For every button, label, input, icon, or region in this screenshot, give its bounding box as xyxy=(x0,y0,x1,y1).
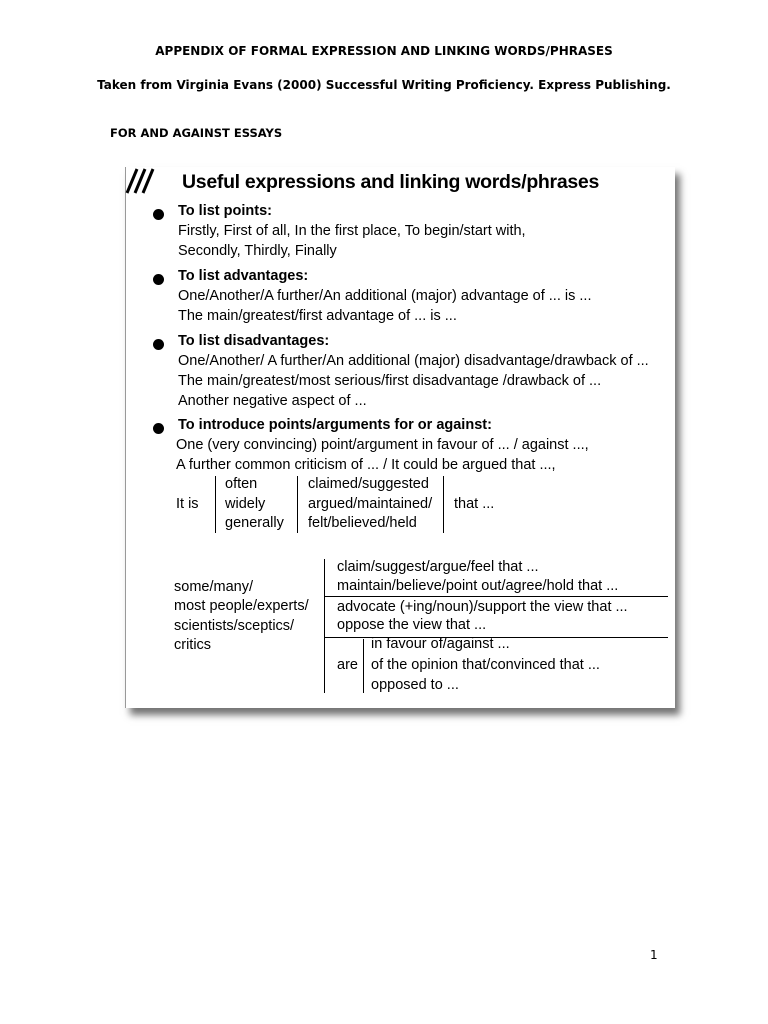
table1-it-is: It is xyxy=(176,496,199,512)
table-divider xyxy=(324,596,668,597)
section-heading: FOR AND AGAINST ESSAYS xyxy=(110,126,283,140)
table2-verb: oppose the view that ... xyxy=(337,617,487,633)
table1-verb: claimed/suggested xyxy=(308,476,429,492)
text-line: One (very convincing) point/argument in favour of ... / against ..., xyxy=(176,437,589,453)
table1-verb: felt/believed/held xyxy=(308,515,417,531)
table1-that: that ... xyxy=(454,496,495,512)
table1-verb: argued/maintained/ xyxy=(308,496,433,512)
table2-complement: opposed to ... xyxy=(371,677,459,693)
text-line: Secondly, Thirdly, Finally xyxy=(178,243,337,259)
table2-verb: maintain/believe/point out/agree/hold that ... xyxy=(337,578,619,594)
bullet-icon xyxy=(153,423,164,434)
table2-subject: critics xyxy=(174,637,212,653)
table2-complement: in favour of/against ... xyxy=(371,636,510,652)
table2-subject: scientists/sceptics/ xyxy=(174,618,295,634)
scanned-excerpt xyxy=(125,167,675,708)
document-title: APPENDIX OF FORMAL EXPRESSION AND LINKING WORDS/PHRASES xyxy=(155,44,613,58)
excerpt-title: Useful expressions and linking words/phrases xyxy=(182,171,600,193)
table2-are: are xyxy=(337,657,358,673)
heading-list-disadvantages: To list disadvantages: xyxy=(178,333,330,349)
heading-list-advantages: To list advantages: xyxy=(178,268,309,284)
table2-subject: some/many/ xyxy=(174,579,253,595)
page-number: 1 xyxy=(650,948,658,962)
table2-subject: most people/experts/ xyxy=(174,598,309,614)
text-line: A further common criticism of ... / It could be argued that ..., xyxy=(176,457,556,473)
table1-adverb: generally xyxy=(225,515,284,531)
bullet-icon xyxy=(153,209,164,220)
text-line: One/Another/ A further/An additional (major) disadvantage/drawback of ... xyxy=(178,353,649,369)
text-line: The main/greatest/first advantage of ... is ... xyxy=(178,308,457,324)
table-divider xyxy=(297,476,298,533)
table-divider xyxy=(443,476,444,533)
table1-adverb: often xyxy=(225,476,258,492)
table-divider xyxy=(363,639,364,693)
bullet-icon xyxy=(153,274,164,285)
table-divider xyxy=(215,476,216,533)
heading-introduce-points: To introduce points/arguments for or against: xyxy=(178,417,492,433)
table2-verb: claim/suggest/argue/feel that ... xyxy=(337,559,539,575)
bullet-icon xyxy=(153,339,164,350)
table2-complement: of the opinion that/convinced that ... xyxy=(371,657,600,673)
text-line: Another negative aspect of ... xyxy=(178,393,367,409)
table-divider xyxy=(324,559,325,693)
slash-marks-icon xyxy=(124,167,164,195)
heading-list-points: To list points: xyxy=(178,203,272,219)
table2-verb: advocate (+ing/noun)/support the view that ... xyxy=(337,599,628,615)
text-line: Firstly, First of all, In the first place, To begin/start with, xyxy=(178,223,526,239)
source-citation: Taken from Virginia Evans (2000) Successful Writing Proficiency. Express Publishing. xyxy=(97,78,671,92)
text-line: The main/greatest/most serious/first disadvantage /drawback of ... xyxy=(178,373,602,389)
text-line: One/Another/A further/An additional (major) advantage of ... is ... xyxy=(178,288,592,304)
table1-adverb: widely xyxy=(225,496,266,512)
